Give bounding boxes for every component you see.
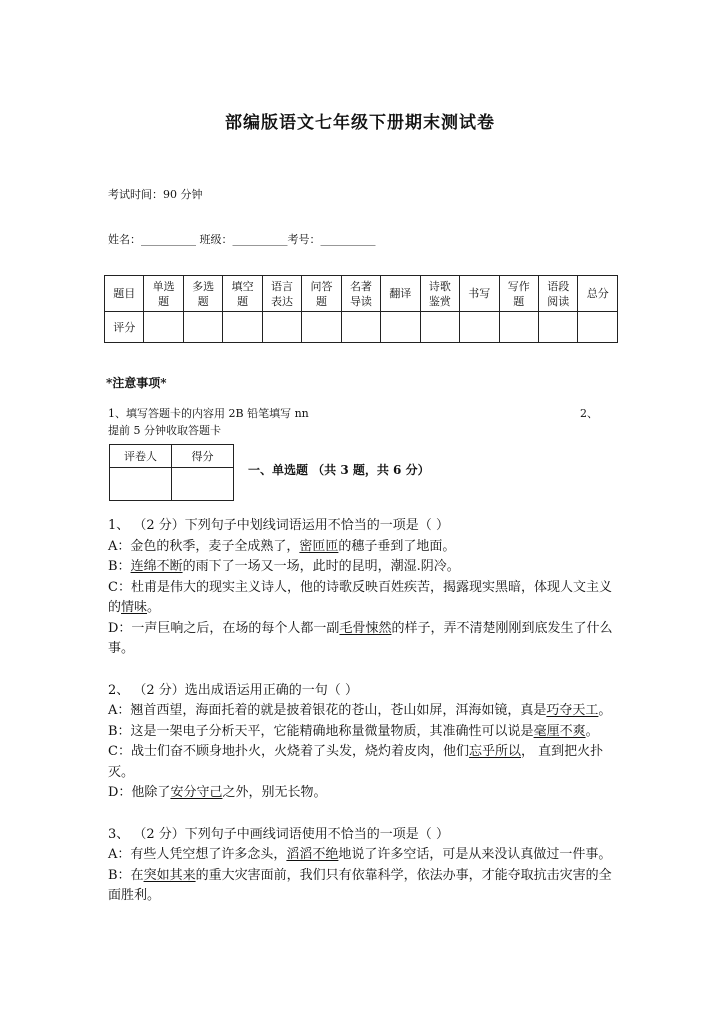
- score-header-cell: 名著 导读: [341, 276, 380, 312]
- underlined-term: 密匝匝: [299, 538, 339, 554]
- score-header-cell: 题目: [105, 276, 144, 312]
- question: [108, 825, 616, 907]
- score-header-cell: 问答 题: [302, 276, 341, 312]
- answer-option[interactable]: C：杜甫是伟大的现实主义诗人，他的诗歌反映百姓疾苦，揭露现实黑暗，体现人文主义的情味。: [108, 579, 612, 615]
- notice-title: *注意事项*: [106, 376, 167, 390]
- score-header-cell: 语言 表达: [262, 276, 301, 312]
- student-info: 姓名：__________ 班级：__________考号：__________: [108, 233, 376, 246]
- answer-option[interactable]: B：连绵不断的雨下了一场又一场，此时的昆明，潮湿.阴冷。: [108, 559, 460, 574]
- underlined-term: 突如其来: [143, 867, 196, 883]
- score-header-cell: 写作 题: [499, 276, 538, 312]
- underlined-term: 滔滔不绝: [286, 847, 339, 862]
- underlined-term: 忘乎所以: [468, 744, 521, 759]
- answer-option[interactable]: A：翘首西望，海面托着的就是披着银花的苍山，苍山如屏，洱海如镜，真是巧夺天工。: [108, 703, 612, 718]
- score-label: 得分: [172, 445, 234, 468]
- score-cell[interactable]: [172, 468, 234, 501]
- score-input-cell[interactable]: [341, 312, 380, 343]
- underlined-term: 连绵不断: [130, 559, 183, 574]
- exam-time: 考试时间：90 分钟: [108, 188, 203, 201]
- answer-option[interactable]: C：战士们奋不顾身地扑火，火烧着了头发，烧灼着皮肉，他们忘乎所以， 直到把火扑灭。: [108, 744, 604, 780]
- score-header-cell: 多选 题: [183, 276, 222, 312]
- score-input-cell[interactable]: [381, 312, 420, 343]
- score-input-cell[interactable]: [144, 312, 183, 343]
- question: [108, 681, 616, 804]
- score-header-cell: 书写: [460, 276, 499, 312]
- score-table-score-row: [105, 312, 618, 343]
- question-stem: 2、 （2 分）选出成语运用正确的一句（ ）: [108, 682, 358, 698]
- score-row-label: 评分: [105, 312, 144, 343]
- score-input-cell[interactable]: [223, 312, 262, 343]
- score-input-cell[interactable]: [302, 312, 341, 343]
- score-table-header-row: [105, 276, 618, 312]
- underlined-term: 毫厘不爽: [533, 723, 586, 739]
- score-input-cell[interactable]: [262, 312, 301, 343]
- answer-option[interactable]: B：这是一架电子分析天平，它能精确地称量微量物质，其准确性可以说是毫厘不爽。: [108, 723, 599, 739]
- score-header-cell: 诗歌 鉴赏: [420, 276, 459, 312]
- answer-option[interactable]: A：金色的秋季，麦子全成熟了，密匝匝的穗子垂到了地面。: [108, 538, 456, 554]
- underlined-term: 安分守己: [170, 785, 223, 800]
- score-header-cell: 语段 阅读: [538, 276, 577, 312]
- score-input-cell[interactable]: [183, 312, 222, 343]
- answer-option[interactable]: D：一声巨响之后，在场的每个人都一副毛骨悚然的样子，弄不清楚刚刚到底发生了什么事。: [108, 620, 613, 656]
- underlined-term: 情味: [121, 600, 148, 615]
- question-stem: 1、 （2 分）下列句子中划线词语运用不恰当的一项是（ ）: [108, 518, 449, 533]
- notice-item-2: 提前 5 分钟收取答题卡: [108, 424, 221, 437]
- answer-option[interactable]: B：在突如其来的重大灾害面前，我们只有依靠科学，依法办事，才能夺取抗击灾害的全面胜利。: [108, 867, 612, 903]
- section-heading: 一、单选题 （共 3 题，共 6 分）: [248, 463, 430, 477]
- score-table: [104, 275, 618, 343]
- score-input-cell[interactable]: [420, 312, 459, 343]
- score-header-cell: 翻译: [381, 276, 420, 312]
- grader-cell[interactable]: [110, 468, 172, 501]
- page-title: 部编版语文七年级下册期末测试卷: [225, 113, 495, 133]
- score-input-cell[interactable]: [499, 312, 538, 343]
- score-input-cell[interactable]: [578, 312, 618, 343]
- grader-label: 评卷人: [110, 445, 172, 468]
- underlined-term: 毛骨悚然: [339, 620, 392, 636]
- score-input-cell[interactable]: [460, 312, 499, 343]
- score-input-cell[interactable]: [538, 312, 577, 343]
- notice-item-2-number: 2、: [580, 407, 598, 420]
- score-header-cell: 单选 题: [144, 276, 183, 312]
- question: [108, 516, 616, 660]
- underlined-term: 巧夺天工: [546, 703, 599, 718]
- answer-option[interactable]: D：他除了安分守己之外，别无长物。: [108, 785, 327, 800]
- grader-table: [109, 444, 234, 501]
- answer-option[interactable]: A：有些人凭空想了许多念头，滔滔不绝地说了许多空话，可是从来没认真做过一件事。: [108, 847, 612, 862]
- score-header-cell: 填空 题: [223, 276, 262, 312]
- question-stem: 3、 （2 分）下列句子中画线词语使用不恰当的一项是（ ）: [108, 826, 449, 842]
- notice-item-1: 1、填写答题卡的内容用 2B 铅笔填写 nn: [108, 407, 309, 420]
- question-list: [108, 516, 616, 928]
- score-header-cell: 总分: [578, 276, 618, 312]
